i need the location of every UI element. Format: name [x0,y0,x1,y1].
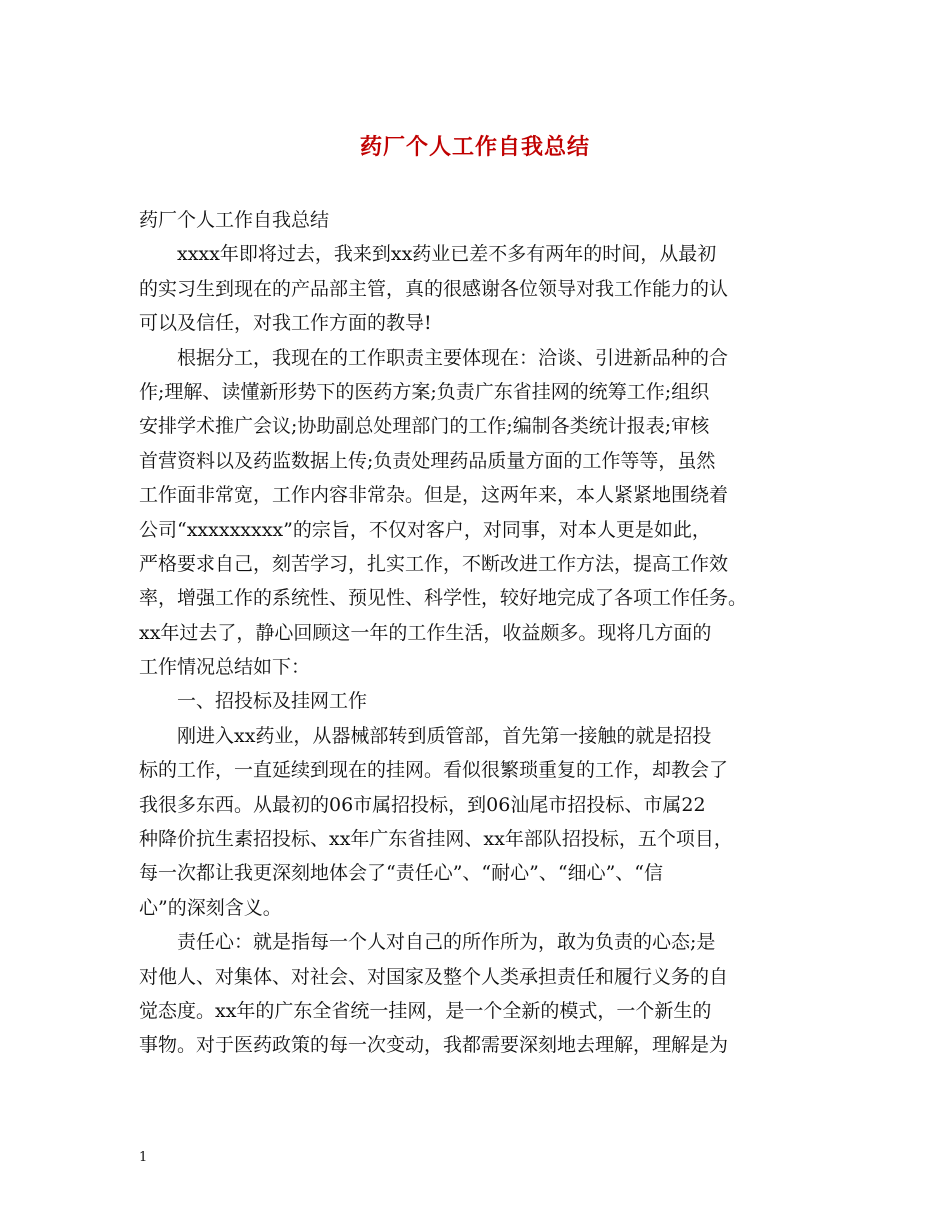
document-body [139,203,829,1063]
text-line: 一、招投标及挂网工作 [177,690,368,713]
text-line: xxxx年即将过去，我来到xx药业已差不多有两年的时间，从最初 [177,243,717,266]
text-line: 药厂个人工作自我总结 [139,209,330,231]
text-line: 率，增强工作的系统性、预见性、科学性，较好地完成了各项工作任务。 [139,587,748,610]
text-line: 公司“xxxxxxxxx”的宗旨，不仅对客户，对同事，对本人更是如此， [139,518,711,541]
text-line: 严格要求自己，刻苦学习，扎实工作，不断改进工作方法，提高工作效 [139,552,729,575]
text-line: 工作情况总结如下： [139,656,311,679]
text-line: 作;理解、读懂新形势下的医药方案;负责广东省挂网的统筹工作;组织 [139,380,710,403]
text-line: 对他人、对集体、对社会、对国家及整个人类承担责任和履行义务的自 [139,965,729,988]
text-line: 心”的深刻含义。 [139,896,282,919]
text-line: 刚进入xx药业，从器械部转到质管部，首先第一接触的就是招投 [177,724,712,747]
text-line: 我很多东西。从最初的06市属招投标，到06汕尾市招投标、市属22 [139,793,706,816]
text-line: 种降价抗生素招投标、xx年广东省挂网、xx年部队招投标，五个项目， [139,828,733,851]
text-line: 可以及信任，对我工作方面的教导! [139,312,432,335]
text-line: 觉态度。xx年的广东全省统一挂网，是一个全新的模式，一个新生的 [139,999,712,1022]
text-line: 每一次都让我更深刻地体会了“责任心”、“耐心”、“细心”、“信 [139,862,663,885]
page-number: 1 [139,1150,148,1165]
text-line: 工作面非常宽，工作内容非常杂。但是，这两年来，本人紧紧地围绕着 [139,484,729,507]
text-line: 的实习生到现在的产品部主管，真的很感谢各位领导对我工作能力的认 [139,277,729,300]
text-line: 事物。对于医药政策的每一次变动，我都需要深刻地去理解，理解是为 [139,1034,729,1057]
text-line: 首营资料以及药监数据上传;负责处理药品质量方面的工作等等，虽然 [139,449,716,472]
text-line: 根据分工，我现在的工作职责主要体现在：洽谈、引进新品种的合 [177,346,729,369]
text-line: xx年过去了，静心回顾这一年的工作生活，收益颇多。现将几方面的 [139,621,712,644]
text-line: 责任心：就是指每一个人对自己的所作所为，敢为负责的心态;是 [177,931,716,954]
document-title: 药厂个人工作自我总结 [359,134,590,160]
text-line: 安排学术推广会议;协助副总处理部门的工作;编制各类统计报表;审核 [139,415,710,438]
text-line: 标的工作，一直延续到现在的挂网。看似很繁琐重复的工作，却教会了 [139,759,729,782]
